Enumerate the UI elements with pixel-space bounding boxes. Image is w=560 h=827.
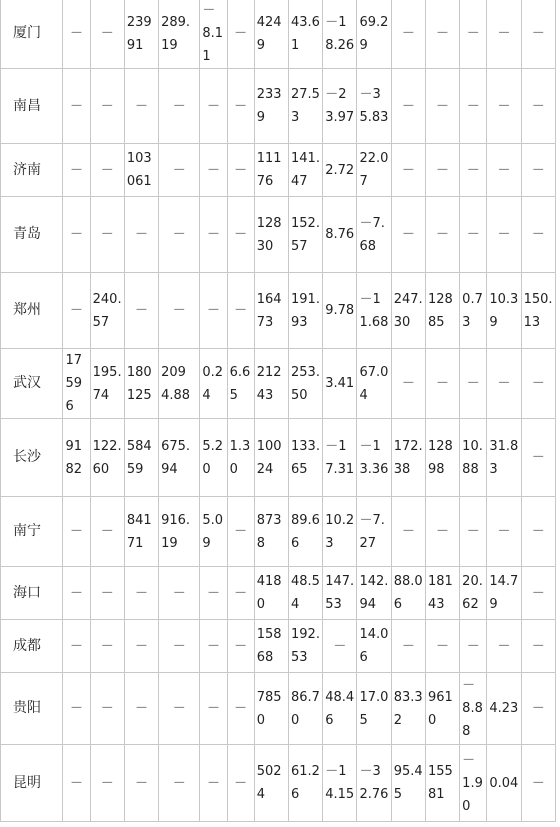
data-cell: 122.60: [90, 419, 124, 497]
data-cell: －: [159, 567, 200, 620]
data-cell: －: [63, 567, 90, 620]
data-cell: 22.07: [357, 144, 391, 197]
data-cell: －: [200, 273, 227, 349]
data-cell: 4.23: [487, 673, 521, 745]
data-cell: －: [521, 620, 555, 673]
table-row: [1, 673, 556, 745]
data-cell: 11176: [254, 144, 288, 197]
data-cell: －: [159, 620, 200, 673]
data-cell: －: [227, 673, 254, 745]
data-cell: －: [460, 144, 487, 197]
data-cell: 180125: [124, 349, 158, 419]
data-cell: 23991: [124, 0, 158, 69]
data-cell: 86.70: [289, 673, 323, 745]
data-cell: 172.38: [391, 419, 425, 497]
table-row: [1, 197, 556, 273]
data-cell: 21243: [254, 349, 288, 419]
data-cell: 12830: [254, 197, 288, 273]
data-cell: 3.41: [323, 349, 357, 419]
data-cell: 15868: [254, 620, 288, 673]
data-cell: －: [460, 497, 487, 567]
city-name-cell: 武汉: [1, 349, 63, 419]
data-cell: 4180: [254, 567, 288, 620]
data-cell: 15581: [425, 745, 459, 822]
data-cell: －: [391, 69, 425, 144]
data-cell: －: [90, 69, 124, 144]
data-cell: －: [391, 144, 425, 197]
data-cell: 6.65: [227, 349, 254, 419]
data-cell: －: [227, 497, 254, 567]
data-cell: －: [391, 0, 425, 69]
data-cell: －: [200, 673, 227, 745]
data-cell: 253.50: [289, 349, 323, 419]
data-cell: －: [425, 620, 459, 673]
data-cell: －: [487, 497, 521, 567]
city-name-cell: 南昌: [1, 69, 63, 144]
data-cell: －: [63, 273, 90, 349]
data-cell: 17596: [63, 349, 90, 419]
data-cell: －: [63, 745, 90, 822]
data-cell: 4249: [254, 0, 288, 69]
data-cell: －: [90, 197, 124, 273]
data-cell: －35.83: [357, 69, 391, 144]
data-cell: 141.47: [289, 144, 323, 197]
data-cell: －: [90, 673, 124, 745]
data-cell: －13.36: [357, 419, 391, 497]
table-row: [1, 497, 556, 567]
data-cell: 9610: [425, 673, 459, 745]
data-cell: －: [487, 620, 521, 673]
data-cell: 83.32: [391, 673, 425, 745]
data-cell: －: [90, 497, 124, 567]
data-cell: 2339: [254, 69, 288, 144]
data-cell: 289.19: [159, 0, 200, 69]
data-cell: 2.72: [323, 144, 357, 197]
data-cell: 7850: [254, 673, 288, 745]
data-cell: －: [90, 0, 124, 69]
data-cell: －: [124, 745, 158, 822]
data-cell: 10.39: [487, 273, 521, 349]
data-cell: －: [159, 745, 200, 822]
city-name-cell: 海口: [1, 567, 63, 620]
data-cell: －: [425, 349, 459, 419]
data-cell: －: [521, 567, 555, 620]
data-cell: －: [425, 497, 459, 567]
data-cell: －: [63, 0, 90, 69]
data-cell: －: [159, 144, 200, 197]
data-cell: 27.53: [289, 69, 323, 144]
data-cell: 16473: [254, 273, 288, 349]
data-cell: －: [63, 197, 90, 273]
data-cell: －: [200, 69, 227, 144]
data-cell: －: [63, 144, 90, 197]
data-cell: －18.26: [323, 0, 357, 69]
data-cell: 247.30: [391, 273, 425, 349]
data-cell: －32.76: [357, 745, 391, 822]
data-cell: 5.09: [200, 497, 227, 567]
data-cell: －: [425, 0, 459, 69]
data-cell: 48.46: [323, 673, 357, 745]
data-cell: 0.73: [460, 273, 487, 349]
data-cell: －: [63, 497, 90, 567]
data-cell: －17.31: [323, 419, 357, 497]
table-row: [1, 0, 556, 69]
data-cell: －: [487, 349, 521, 419]
data-cell: －: [159, 69, 200, 144]
data-cell: －: [460, 197, 487, 273]
data-cell: 17.05: [357, 673, 391, 745]
data-cell: 12898: [425, 419, 459, 497]
table-row: [1, 419, 556, 497]
data-cell: －8.88: [460, 673, 487, 745]
data-cell: －: [521, 144, 555, 197]
data-cell: －: [200, 745, 227, 822]
city-name-cell: 郑州: [1, 273, 63, 349]
city-name-cell: 贵阳: [1, 673, 63, 745]
data-cell: 10024: [254, 419, 288, 497]
data-cell: －: [460, 349, 487, 419]
data-cell: －: [487, 69, 521, 144]
city-name-cell: 南宁: [1, 497, 63, 567]
data-cell: 1.30: [227, 419, 254, 497]
data-cell: －: [124, 197, 158, 273]
data-cell: 67.04: [357, 349, 391, 419]
data-cell: －1.90: [460, 745, 487, 822]
data-cell: －: [200, 197, 227, 273]
data-cell: 88.06: [391, 567, 425, 620]
data-cell: 240.57: [90, 273, 124, 349]
data-cell: －: [521, 673, 555, 745]
data-cell: －: [90, 567, 124, 620]
data-cell: 192.53: [289, 620, 323, 673]
data-cell: －11.68: [357, 273, 391, 349]
data-cell: 191.93: [289, 273, 323, 349]
data-cell: －: [521, 497, 555, 567]
data-cell: －: [227, 144, 254, 197]
data-cell: －: [487, 197, 521, 273]
data-cell: －: [200, 567, 227, 620]
data-cell: －: [487, 144, 521, 197]
data-cell: 48.54: [289, 567, 323, 620]
data-cell: 18143: [425, 567, 459, 620]
data-cell: 133.65: [289, 419, 323, 497]
data-cell: －: [521, 419, 555, 497]
data-cell: 89.66: [289, 497, 323, 567]
data-cell: 14.79: [487, 567, 521, 620]
data-cell: 142.94: [357, 567, 391, 620]
data-cell: 61.26: [289, 745, 323, 822]
data-cell: －: [124, 673, 158, 745]
data-cell: 10.23: [323, 497, 357, 567]
data-cell: －: [63, 620, 90, 673]
data-cell: 9182: [63, 419, 90, 497]
data-cell: －8.11: [200, 0, 227, 69]
data-cell: 5024: [254, 745, 288, 822]
city-name-cell: 厦门: [1, 0, 63, 69]
data-cell: －: [460, 0, 487, 69]
data-cell: 147.53: [323, 567, 357, 620]
data-cell: 916.19: [159, 497, 200, 567]
data-cell: －: [90, 144, 124, 197]
data-cell: －: [391, 197, 425, 273]
data-cell: －7.68: [357, 197, 391, 273]
table-row: [1, 273, 556, 349]
data-cell: －: [159, 197, 200, 273]
data-cell: 152.57: [289, 197, 323, 273]
data-cell: －: [460, 620, 487, 673]
data-cell: －: [425, 197, 459, 273]
data-cell: －23.97: [323, 69, 357, 144]
data-cell: －: [159, 673, 200, 745]
data-cell: －: [200, 620, 227, 673]
data-cell: －: [487, 0, 521, 69]
data-cell: －: [460, 69, 487, 144]
data-cell: 150.13: [521, 273, 555, 349]
data-cell: 84171: [124, 497, 158, 567]
data-cell: 12885: [425, 273, 459, 349]
data-cell: －: [391, 497, 425, 567]
data-cell: －: [521, 0, 555, 69]
data-cell: 58459: [124, 419, 158, 497]
data-cell: －: [323, 620, 357, 673]
data-cell: －: [227, 0, 254, 69]
data-cell: －: [521, 745, 555, 822]
data-cell: －: [124, 69, 158, 144]
data-cell: 675.94: [159, 419, 200, 497]
data-cell: －: [124, 273, 158, 349]
data-cell: 20.62: [460, 567, 487, 620]
data-cell: －: [521, 69, 555, 144]
data-cell: 5.20: [200, 419, 227, 497]
data-cell: －14.15: [323, 745, 357, 822]
data-cell: －: [63, 69, 90, 144]
data-cell: －: [227, 69, 254, 144]
data-cell: －: [63, 673, 90, 745]
data-cell: 103061: [124, 144, 158, 197]
city-name-cell: 昆明: [1, 745, 63, 822]
data-cell: 9.78: [323, 273, 357, 349]
table-row: [1, 620, 556, 673]
data-cell: －: [227, 197, 254, 273]
data-cell: 95.45: [391, 745, 425, 822]
data-cell: －: [124, 620, 158, 673]
city-name-cell: 长沙: [1, 419, 63, 497]
data-cell: －: [159, 273, 200, 349]
data-cell: 8.76: [323, 197, 357, 273]
data-cell: 10.88: [460, 419, 487, 497]
data-cell: －: [521, 197, 555, 273]
data-cell: －: [227, 620, 254, 673]
data-cell: －: [391, 620, 425, 673]
data-cell: 0.24: [200, 349, 227, 419]
data-cell: 8738: [254, 497, 288, 567]
data-cell: －: [425, 69, 459, 144]
data-cell: －7.27: [357, 497, 391, 567]
data-cell: －: [227, 273, 254, 349]
table-row: [1, 745, 556, 822]
data-cell: －: [391, 349, 425, 419]
table-row: [1, 567, 556, 620]
data-cell: 0.04: [487, 745, 521, 822]
data-cell: －: [521, 349, 555, 419]
data-cell: 69.29: [357, 0, 391, 69]
city-name-cell: 济南: [1, 144, 63, 197]
data-cell: 14.06: [357, 620, 391, 673]
city-name-cell: 青岛: [1, 197, 63, 273]
data-cell: －: [200, 144, 227, 197]
data-cell: －: [425, 144, 459, 197]
table-row: [1, 349, 556, 419]
data-cell: －: [90, 620, 124, 673]
data-cell: －: [227, 745, 254, 822]
data-cell: 2094.88: [159, 349, 200, 419]
data-cell: －: [90, 745, 124, 822]
table-row: [1, 69, 556, 144]
table-row: [1, 144, 556, 197]
city-name-cell: 成都: [1, 620, 63, 673]
data-cell: 195.74: [90, 349, 124, 419]
data-cell: 43.61: [289, 0, 323, 69]
data-cell: 31.83: [487, 419, 521, 497]
data-cell: －: [227, 567, 254, 620]
data-cell: －: [124, 567, 158, 620]
